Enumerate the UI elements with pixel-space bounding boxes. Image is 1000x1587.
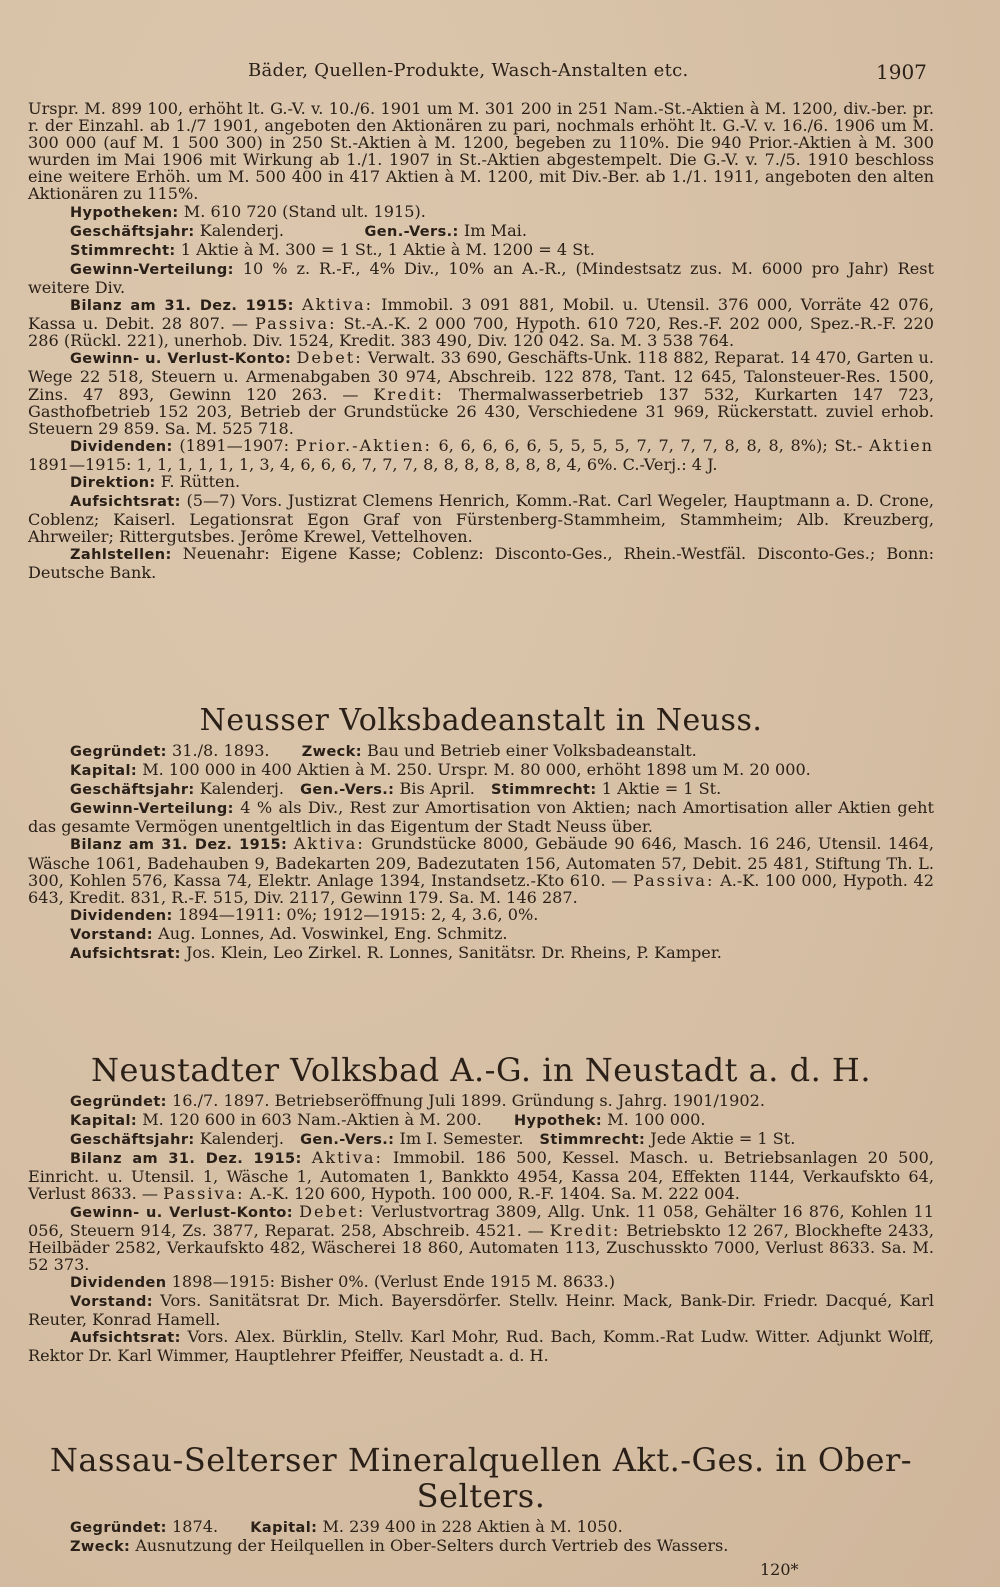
balance-sheet (28, 835, 934, 905)
credit-label: Kredit: (373, 384, 444, 404)
label: Dividenden (70, 1274, 167, 1291)
value: M. 120 600 in 603 Nam.-Aktien à M. 200. (142, 1110, 482, 1130)
value: M. 100 000. (607, 1110, 706, 1130)
supervisory-board (28, 1328, 934, 1364)
fiscal-year (28, 780, 934, 799)
label: Gegründet: (70, 1520, 167, 1536)
running-header-title: Bäder, Quellen-Produkte, Wasch-Anstalten etc. (248, 60, 689, 81)
label: Gewinn- u. Verlust-Konto: (70, 351, 292, 368)
founded (28, 1518, 934, 1537)
dividends (28, 437, 934, 473)
label: Stimmrecht: (490, 782, 597, 799)
liabilities-label: Passiva: (255, 314, 337, 334)
value: 1 Aktie à M. 300 = 1 St., 1 Aktie à M. 1200 = 4 St. (180, 239, 595, 259)
value: Bis April. (399, 779, 475, 799)
value: Jede Aktie = 1 St. (650, 1129, 796, 1149)
value: Immobil. 186 500, Kessel. Masch. u. Betriebsanlagen 20 500, Einricht. u. Utensil. 1, Wäsche 1, Automaten 1, Bankkto 4954, Kassa 204, Effekten 1144, Verkaufskto 64, Verlust 8633. — (28, 1148, 935, 1204)
value: M. 239 400 in 228 Aktien à M. 1050. (322, 1517, 623, 1536)
company-title: Neustadter Volksbad A.-G. in Neustadt a. d. H. (91, 1051, 871, 1089)
value: 4 % als Div., Rest zur Amortisation von Aktien; nach Amortisation aller Aktien geht das gesamte Vermögen unentgeltlich in das Eigentum der Stadt Neuss über. (28, 798, 934, 837)
profit-distribution (28, 260, 934, 296)
label: Bilanz am 31. Dez. 1915: (70, 1151, 302, 1168)
dividends (28, 906, 934, 925)
label: Stimmrecht: (70, 242, 176, 259)
value: Immobil. 3 091 881, Mobil. u. Utensil. 376 000, Vorräte 42 076, Kassa u. Debit. 28 807. — (28, 295, 934, 334)
value: Ausnutzung der Heilquellen in Ober-Selters durch Vertrieb des Wassers. (135, 1536, 729, 1556)
value: Kalenderj. (199, 1129, 284, 1149)
label: Geschäftsjahr: (70, 1132, 195, 1149)
founded (28, 1092, 934, 1111)
label: Geschäftsjahr: (70, 782, 195, 799)
fiscal-year (28, 1130, 934, 1149)
management (28, 473, 934, 492)
capital (28, 761, 934, 780)
value: Verwalt. 33 690, Geschäfts-Unk. 118 882, Reparat. 14 470, Garten u. Wege 22 518, Steuern u. Armenabgaben 30 974, Abschreib. 122 878, Tant. 12 645, Talonsteuer-Res. 1500, Zins. 47 893, Gewinn 120 263. — (28, 348, 935, 404)
value: Neuenahr: Eigene Kasse; Coblenz: Disconto-Ges., Rhein.-Westfäl. Disconto-Ges.; Bonn: Deutsche Bank. (28, 544, 934, 583)
value: 1894—1911: 0%; 1912—1915: 2, 4, 3.6, 0%. (177, 904, 539, 924)
value: (1891—1907: (179, 435, 290, 455)
value: Thermalwasserbetrieb 137 532, Kurkarten 147 723, Gasthofbetrieb 152 203, Betrieb der Grundstücke 26 430, Verschiedene 31 969, Rückerstatt. zuviel erhob. Steuern 29 859. Sa. M. 525 718. (28, 384, 934, 438)
label: Gen.-Vers.: (300, 1132, 395, 1149)
purpose (28, 1537, 934, 1556)
value: F. Rütten. (160, 471, 241, 491)
value: Bau und Betrieb einer Volksbadeanstalt. (367, 741, 697, 760)
mortgages (28, 203, 934, 222)
label: Bilanz am 31. Dez. 1915: (70, 298, 294, 315)
label: Geschäftsjahr: (70, 223, 195, 240)
value: 1898—1915: Bisher 0%. (Verlust Ende 1915 M. 8633.) (171, 1271, 616, 1291)
profit-distribution (28, 799, 934, 835)
label: Stimmrecht: (539, 1132, 646, 1149)
assets-label: Aktiva: (301, 295, 374, 315)
value: Kalenderj. (199, 220, 284, 240)
value: Vors. Sanitätsrat Dr. Mich. Bayersdörfer. Stellv. Heinr. Mack, Bank-Dir. Friedr. Dacqué, Karl Reuter, Konrad Hamell. (28, 1291, 934, 1330)
company-title: Nassau-Selterser Mineralquellen Akt.-Ges. in Ober-Selters. (49, 1441, 913, 1515)
capital-history: Urspr. M. 899 100, erhöht lt. G.-V. v. 10./6. 1901 um M. 301 200 in 251 Nam.-St.-Aktien à M. 1200, div.-ber. pr. r. der Einzahl. ab 1./7 1901, angeboten den Aktionären zu pari, nochmals erhöht lt. G.-V. v. 16./6. 1906 um M. 300 000 (auf M. 1 500 300) in 250 St.-Aktien à M. 1200, begeben zu 110%. Die 940 Prior.-Aktien à M. 300 wurden im Mai 1906 mit Wirkung ab 1./1. 1907 in St.-Aktien abgestempelt. Die G.-V. v. 7./5. 1910 beschloss eine weitere Erhöh. um M. 500 400 in 417 Aktien à M. 1200, mit Div.-Ber. ab 1./1. 1911, angeboten den alten Aktionären zu 115%. (28, 99, 934, 204)
section-continued (28, 100, 934, 582)
value: 10 % z. R.-F., 4% Div., 10% an A.-R., (Mindestsatz zus. M. 6000 pro Jahr) Rest weitere Div. (28, 258, 934, 297)
label: Kapital: (70, 763, 138, 780)
value: 6, 6, 6, 6, 6, 5, 5, 5, 5, 7, 7, 7, 7, 8, 8, 8, 8%); St.- (438, 435, 863, 455)
value: Betriebskto 12 267, Blockhefte 2433, Heilbäder 2582, Verkaufskto 482, Wäscherei 18 860, Automaten 113, Zuschusskto 7000, Verlust 8633. Sa. M. 52 373. (28, 1220, 934, 1274)
label: Dividenden: (70, 438, 173, 455)
company-title: Neusser Volksbadeanstalt in Neuss. (199, 703, 763, 738)
label: Prior.-Aktien: (295, 435, 432, 455)
label: Hypothek: (513, 1113, 603, 1130)
label: Bilanz am 31. Dez. 1915: (70, 837, 288, 854)
balance-sheet (28, 1149, 934, 1202)
capital (28, 1111, 934, 1130)
dividends (28, 1273, 934, 1292)
value: Jos. Klein, Leo Zirkel. R. Lonnes, Sanitätsr. Dr. Rheins, P. Kamper. (185, 943, 722, 963)
label: Gegründet: (70, 744, 167, 760)
assets-label: Aktiva: (293, 834, 365, 854)
value: M. 610 720 (Stand ult. 1915). (183, 201, 426, 221)
label: Aufsichtsrat: (70, 946, 181, 963)
value: Kalenderj. (199, 779, 284, 799)
label: Kapital: (250, 1520, 318, 1536)
section-neustadter (28, 1052, 934, 1364)
profit-loss-account (28, 349, 934, 436)
label: Gewinn- u. Verlust-Konto: (70, 1204, 293, 1221)
value: Im I. Semester. (399, 1129, 524, 1149)
assets-label: Aktiva: (311, 1148, 383, 1168)
label: Aktien (869, 435, 934, 455)
paying-agents (28, 545, 934, 581)
liabilities-label: Passiva: (163, 1184, 245, 1204)
value: 1 Aktie = 1 St. (601, 779, 722, 799)
value: 1891—1915: 1, 1, 1, 1, 1, 1, 3, 4, 6, 6, 6, 7, 7, 7, 8, 8, 8, 8, 8, 8, 8, 4, 6%. C.-Verj.: 4 J. (28, 454, 718, 474)
value: (5—7) Vors. Justizrat Clemens Henrich, Komm.-Rat. Carl Wegeler, Hauptmann a. D. Crone, Coblenz; Kaiserl. Legationsrat Egon Graf von Fürstenberg-Stammheim, Stammheim; Alb. Kreuzberg, Ahrweiler; Rittergutsbes. Jerôme Krewel, Vettelhoven. (28, 491, 934, 547)
printer-signature: 120* (760, 1560, 799, 1579)
profit-loss-account (28, 1203, 934, 1273)
value: 31./8. 1893. (171, 741, 270, 760)
label: Zahlstellen: (70, 547, 172, 564)
value: 1874. (171, 1517, 219, 1536)
label: Direktion: (70, 474, 156, 491)
balance-sheet (28, 296, 934, 349)
voting-rights (28, 241, 934, 260)
value: A.-K. 100 000, Hypoth. 42 643, Kredit. 831, R.-F. 515, Div. 2117, Gewinn 179. Sa. M. 146 287. (28, 870, 934, 907)
credit-label: Kredit: (549, 1220, 621, 1240)
label: Zweck: (301, 744, 362, 760)
value: Im Mai. (463, 220, 527, 240)
board (28, 1292, 934, 1328)
value: Grundstücke 8000, Gebäude 90 646, Masch. 16 246, Utensil. 1464, Wäsche 1061, Badehauben 9, Badekarten 209, Badezutaten 156, Automaten 57, Debit. 25 481, Stiftung Th. L. 300, Kohlen 576, Kassa 74, Elektr. Anlage 1394, Instandsetz.-Kto 610. — (28, 834, 935, 890)
page-number: 1907 (876, 60, 927, 84)
section-nassau-selterser (28, 1442, 934, 1556)
debit-label: Debet: (299, 1201, 366, 1221)
label: Gewinn-Verteilung: (70, 801, 234, 818)
value: St.-A.-K. 2 000 700, Hypoth. 610 720, Res.-F. 202 000, Spez.-R.-F. 220 286 (Rückl. 221), unerhob. Div. 1524, Kredit. 383 490, Div. 120 042. Sa. M. 3 538 764. (28, 314, 934, 351)
value: Verlustvortrag 3809, Allg. Unk. 11 058, Gehälter 16 876, Kohlen 11 056, Steuern 914, Zs. 3877, Reparat. 258, Abschreib. 4521. — (28, 1201, 935, 1240)
running-header (0, 60, 1000, 90)
label: Vorstand: (70, 926, 153, 943)
label: Gegründet: (70, 1094, 167, 1110)
label: Gewinn-Verteilung: (70, 261, 234, 278)
board (28, 925, 934, 944)
label: Aufsichtsrat: (70, 1330, 181, 1347)
liabilities-label: Passiva: (632, 870, 715, 890)
debit-label: Debet: (296, 348, 363, 368)
value: Vors. Alex. Bürklin, Stellv. Karl Mohr, Rud. Bach, Komm.-Rat Ludw. Witter. Adjunkt Wolff, Rektor Dr. Karl Wimmer, Hauptlehrer Pfeiffer, Neustadt a. d. H. (28, 1327, 934, 1366)
label: Gen.-Vers.: (364, 223, 459, 240)
label: Hypotheken: (70, 204, 179, 221)
founded (28, 742, 934, 761)
section-neusser (28, 704, 934, 963)
value: A.-K. 120 600, Hypoth. 100 000, R.-F. 1404. Sa. M. 222 004. (249, 1184, 740, 1204)
value: Aug. Lonnes, Ad. Voswinkel, Eng. Schmitz. (158, 923, 508, 943)
value: M. 100 000 in 400 Aktien à M. 250. Urspr. M. 80 000, erhöht 1898 um M. 20 000. (142, 760, 811, 780)
label: Zweck: (70, 1539, 131, 1556)
label: Aufsichtsrat: (70, 494, 181, 511)
label: Kapital: (70, 1113, 138, 1130)
label: Gen.-Vers.: (300, 782, 395, 799)
supervisory-board (28, 944, 934, 963)
label: Vorstand: (70, 1294, 153, 1311)
label: Dividenden: (70, 907, 173, 924)
value: 16./7. 1897. Betriebseröffnung Juli 1899. Gründung s. Jahrg. 1901/1902. (171, 1091, 765, 1110)
fiscal-year (28, 222, 934, 241)
supervisory-board (28, 492, 934, 545)
